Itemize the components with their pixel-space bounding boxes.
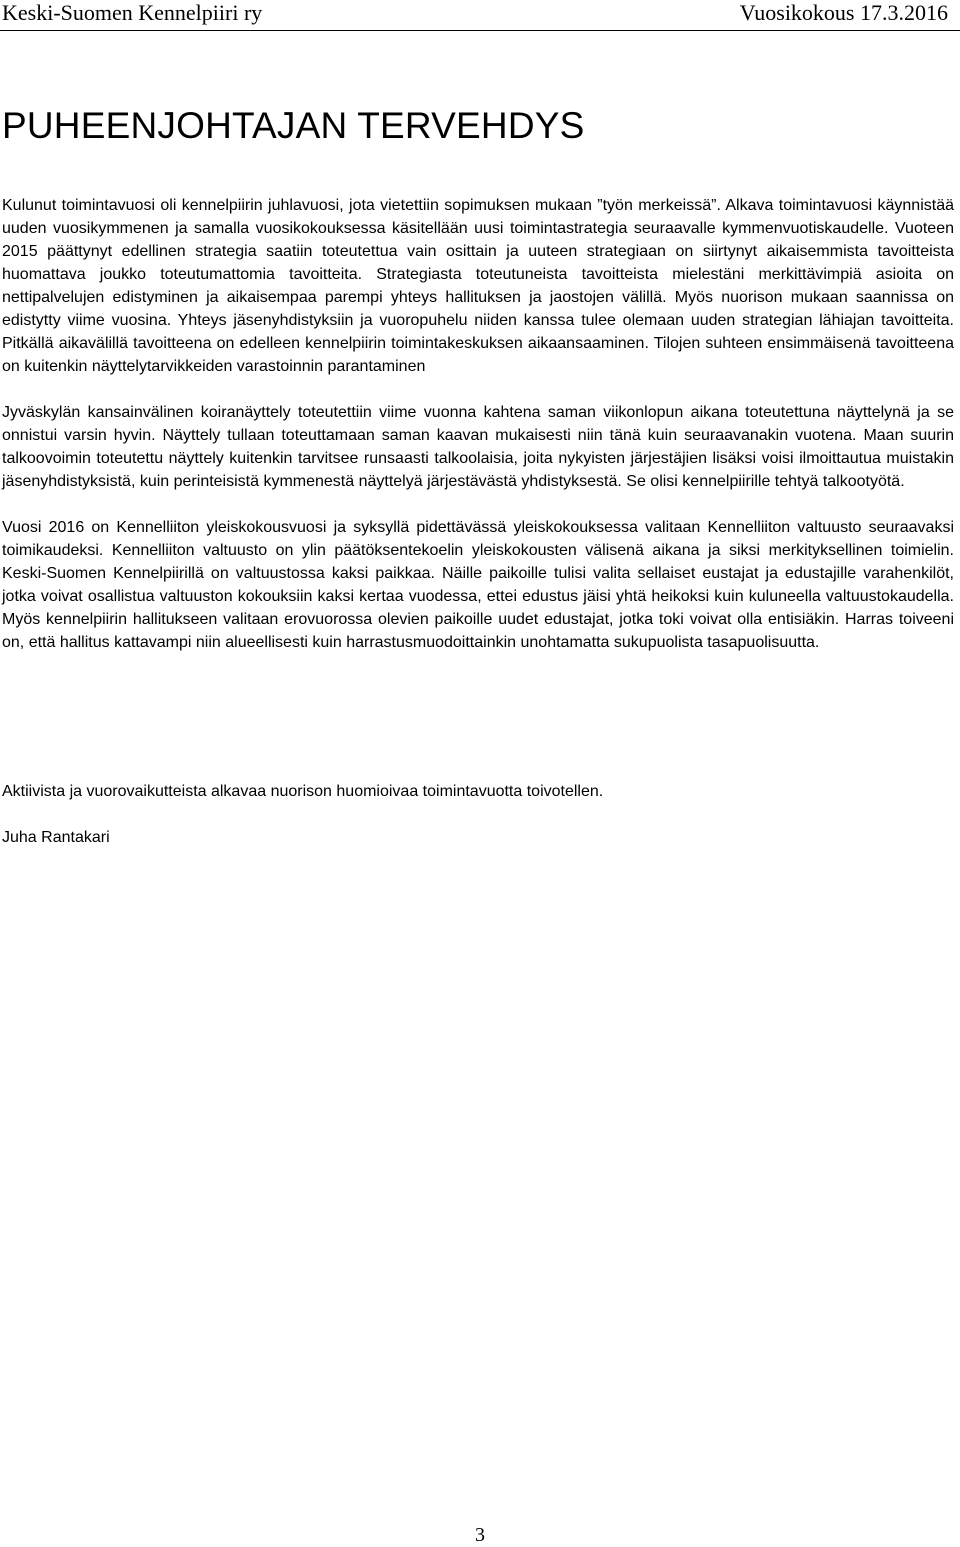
paragraph-3: Vuosi 2016 on Kennelliiton yleiskokousvuosi ja syksyllä pidettävässä yleiskokouksessa valitaan Kennelliiton valtuusto seuraavaksi toimikaudeksi. Kennelliiton valtuusto on ylin päätöksentekoelin yleiskokousten välisenä aikana ja siksi merkityksellinen toimielin. Keski-Suomen Kennelpiirillä on valtuustossa kaksi paikkaa. Näille paikoille tulisi valita sellaiset eustajat ja edustajille varahenkilöt, jotka voivat osallistua valtuuston kokouksiin kaksi kertaa vuodessa, ettei edustus jäisi yhtä heikoksi kuin kuluneella valtuustokaudella. Myös kennelpiirin hallitukseen valitaan erovuorossa olevien paikoille uudet edustajat, jotka toki voivat olla entisiäkin. Harras toiveeni on, että hallitus kattavampi niin alueellisesti kuin harrastusmuodoittainkin unohtamatta sukupuolista tasapuolisuutta.	[2, 519, 954, 651]
paragraph-2: Jyväskylän kansainvälinen koiranäyttely toteutettiin viime vuonna kahtena saman viikonlopun aikana toteutettuna näyttelynä ja se onnistui varsin hyvin. Näyttely tullaan toteuttamaan saman kaavan mukaisesti niin tänä kuin seuraavanakin vuotena. Maan suurin talkoovoimin toteutettu näyttely kuitenkin tarvitsee runsaasti talkoolaisia, joita nykyisten järjestäjien lisäksi voisi ilmoittautua muistakin jäsenyhdistyksistä, kuin perinteisistä kymmenestä näyttelyä järjestävästä yhdistyksestä. Se olisi kennelpiirille tehtyä talkootyötä.	[2, 404, 954, 490]
page-number: 3	[475, 1524, 485, 1546]
letter-body	[2, 194, 954, 654]
header-meeting-date: Vuosikokous 17.3.2016	[739, 0, 948, 25]
signature: Juha Rantakari	[2, 829, 110, 846]
page-header	[0, 0, 960, 31]
closing-line: Aktiivista ja vuorovaikutteista alkavaa nuorison huomioivaa toimintavuotta toivotellen.	[2, 783, 604, 800]
page-title: PUHEENJOHTAJAN TERVEHDYS	[2, 105, 585, 146]
paragraph-1: Kulunut toimintavuosi oli kennelpiirin juhlavuosi, jota vietettiin sopimuksen mukaan ”työn merkeissä”. Alkava toimintavuosi käynnistää uuden vuosikymmenen ja samalla vuosikokouksessa käsitellään uusi toimintastrategia seuraavalle kymmenvuotiskaudelle. Vuoteen 2015 päättynyt edellinen strategia saatiin toteutettua vain osittain ja uuteen strategiaan on siirtynyt aikaisemmista tavoitteista huomattava joukko toteutumattomia tavoitteita. Strategiasta toteutuneista tavoitteista mielestäni merkittävimpiä asioita on nettipalvelujen edistyminen ja aikaisempaa parempi yhteys hallituksen ja jaostojen välillä. Myös nuorison mukaan saannissa on edistytty viime vuosina. Yhteys jäsenyhdistyksiin ja vuoropuhelu niiden kanssa tulee olemaan uuden strategian lähiajan tavoitteita. Pitkällä aikavälillä tavoitteena on edelleen kennelpiirin toimintakeskuksen aikaansaaminen. Tilojen suhteen ensimmäisenä tavoitteena on kuitenkin näyttelytarvikkeiden varastoinnin parantaminen	[2, 197, 954, 375]
header-organization: Keski-Suomen Kennelpiiri ry	[2, 0, 263, 25]
